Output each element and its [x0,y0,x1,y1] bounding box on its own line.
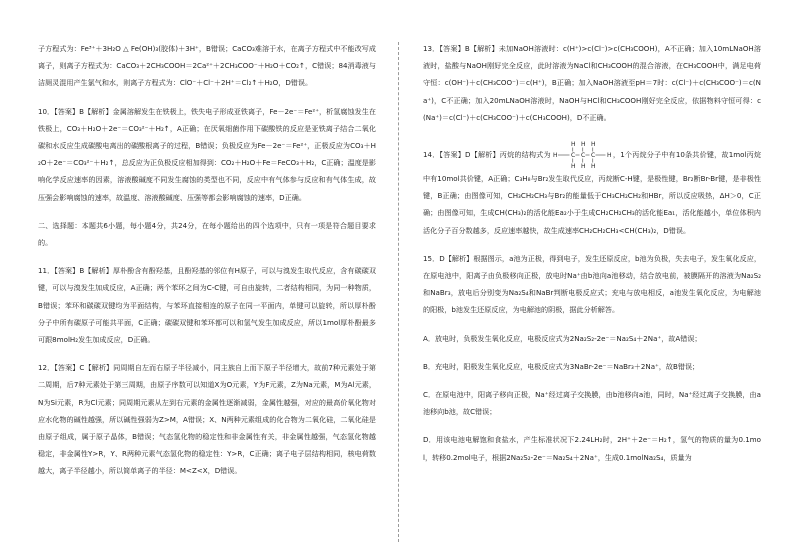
svg-text:C: C [580,152,585,160]
svg-text:H: H [590,141,596,149]
svg-text:H: H [606,152,612,160]
formula-middle-row [553,152,612,159]
option-d: D．用该电池电解饱和食盐水，产生标准状况下2.24LH₂时，2H⁺＋2e⁻＝H₂↑，氢气的物质的量为0.1mol，转移0.2mol电子，根据2Na₂S₂-2e⁻＝Na₂S₄＋2Na⁺，生成0.1molNa₂S₄，质量为 [423,435,761,462]
svg-text:C: C [590,152,595,160]
section-heading-multiple-choice: 二、选择题：本题共6小题，每小题4分，共24分，在每小题给出的四个选项中，只有一项是符合题目要求的。 [38,220,376,248]
q14-intro: 14．【答案】D【解析】丙烷的结构式为 [423,150,551,160]
left-column [38,40,376,480]
paragraph-q13: 13．【答案】B【解析】未加NaOH溶液时：c(H⁺)>c(Cl⁻)>c(CH₃COOH)，A不正确；加入10mLNaOH溶液时，盐酸与NaOH刚好完全反应，此时溶液为NaCl和CH₃COOH的混合溶液，在CH₃COOH中，满足电荷守恒：c(OH⁻)＋c(CH₃COO⁻)＝c(H⁺)，B正确；加入NaOH溶液至pH＝7时：c(Cl⁻)＋c(CH₃COO⁻)＝c(Na⁺)，C不正确；加入20mLNaOH溶液时，NaOH与HCl和CH₃COOH刚好完全反应，依据物料守恒可得：c(Na⁺)＝c(Cl⁻)＋c(CH₃COO⁻)＋c(CH₃COOH)，D不正确。 [423,44,761,122]
svg-text:H: H [580,163,586,171]
paragraph-q9-continued: 子方程式为：Fe³⁺＋3H₂O △ Fe(OH)₃(胶体)＋3H⁺，B错误；CaCO₃难溶于水，在离子方程式中不能改写成离子，则离子方程式为：CaCO₃＋2CH₃COOH＝2Ca²⁺＋2CH₃COO⁻＋H₂O＋CO₂↑，C错误；84消毒液与洁厕灵混用产生氯气和水，则离子方程式为：ClO⁻＋Cl⁻＋2H⁺＝Cl₂↑＋H₂O，D错误。 [38,44,376,88]
right-column [423,40,761,466]
propane-structural-formula [551,140,613,170]
svg-text:H: H [552,152,558,160]
option-a: A．放电时，负极发生氧化反应，电极反应式为2Na₂S₂-2e⁻＝Na₂S₄＋2Na⁺，故A错误； [423,333,702,343]
paragraph-q14 [423,140,761,239]
paragraph-q10: 10．【答案】B【解析】金属溶解发生在铁极上，铁失电子形成亚铁离子，Fe－2e⁻＝Fe²⁺，析氢腐蚀发生在铁极上，CO₃＋H₂O＋2e⁻＝CO₃²⁻＋H₂↑，A正确；在厌氧细菌作用下碳酸铁的反应是亚铁离子结合二氧化碳和水反应生成碳酸电离出的碳酸根离子的过程，B错误；负极反应为Fe－2e⁻＝Fe²⁺，正极反应为CO₃＋H₂O＋2e⁻＝CO₃²⁻＋H₂↑，总反应为正负极反应相加得到：CO₂＋H₂O＋Fe＝FeCO₃＋H₂，C正确；温度是影响化学反应速率的因素，溶液酸碱度不同发生腐蚀的类型也不同，反应中有气体参与反应和有气体生成，故压强会影响腐蚀的速率，故温度、溶液酸碱度、压强等都会影响腐蚀的速率，D正确。 [38,106,376,202]
svg-text:C: C [570,152,575,160]
paragraph-q12: 12．【答案】C【解析】同周期自左而右原子半径减小，同主族自上而下原子半径增大，故前7种元素处于第二周期，后7种元素处于第三周期，由原子序数可以知道X为O元素，Y为F元素，Z为Na元素，M为Al元素，N为Si元素，R为Cl元素；同周期元素从左到右元素的金属性逐渐减弱，金属性越强，对应的最高价氧化物对应水化物的碱性越强，所以碱性强弱为Z>M，A错误；X、N两种元素组成的化合物为二氧化硅，二氧化硅是由原子组成，属于原子晶体，B错误；气态氢化物的稳定性和非金属性有关，非金属性越强，气态氢化物越稳定，非金属性Y>R，Y、R两种元素气态氢化物的稳定性：Y>R，C正确；离子电子层结构相同，核电荷数越大，离子半径越小，所以简单离子的半径：M<Z<X，D错误。 [38,363,376,476]
option-c: C．在原电池中，阳离子移向正极，Na⁺经过离子交换膜，由b池移向a池，同时，Na⁺经过离子交换膜，由a池移向b池，故C错误； [423,390,761,417]
formula-top-row [571,141,596,148]
paragraph-q15: 15．D【解析】根据图示，a池为正极，得到电子，发生还原反应，b池为负极，失去电子，发生氧化反应，在原电池中，阳离子由负极移向正极，放电时Na⁺由b池向a池移动，结合放电前，被膜隔开的溶液为Na₂S₂和NaBr₃，放电后分别变为Na₂S₄和NaBr判断电极反应式；充电与放电相反，a池发生氧化反应，为电解池的阳极，b池发生还原反应，为电解池的阴极，据此分析解答。 [423,253,761,315]
svg-text:H: H [570,141,576,149]
svg-text:H: H [580,141,586,149]
option-b: B．充电时，阳极发生氧化反应，电极反应式为3NaBr-2e⁻＝NaBr₃＋2Na⁺，故B错误； [423,361,700,371]
svg-text:H: H [590,163,596,171]
svg-text:H: H [570,163,576,171]
paragraph-q11: 11．【答案】B【解析】厚朴酚含有酚羟基，且酚羟基的邻位有H原子，可以与溴发生取代反应，含有碳碳双键，可以与溴发生加成反应，A正确；两个苯环之间为C-C键，可自由旋转，二者结构相同，为同一种物质，B错误；苯环和碳碳双键均为平面结构，与苯环直接相连的原子在同一平面内，单键可以旋转，所以厚朴酚分子中所有碳原子可能共平面，C正确；碳碳双键和苯环都可以和氢气发生加成反应，所以1mol厚朴酚最多可跟8molH₂发生加成反应，D正确。 [38,266,376,345]
formula-bottom-row [571,163,596,170]
q14-body: ，1个丙烷分子中有10条共价键，故1mol丙烷中有10mol共价键，A正确；C₃H₈与Br₂发生取代反应，丙烷断C-H键，是极性键，Br₂断Br-Br键，是非极性键，B正确；由图像可知，CH₃CH₂CH₃与Br₂的能量低于CH₃CH₂CH₂和HBr，所以反应吸热，ΔH＞0，C正确；由图像可知，生成CH(CH₃)₂的活化能Ea₂小于生成CH₂CH₂CH₃的活化能Ea₁，活化能越小，单位体积内活化分子百分数越多，反应速率越快，故生成速率CH₂CH₂CH₃<CH(CH₃)₂，D错误。 [423,150,761,235]
column-divider [398,42,399,542]
